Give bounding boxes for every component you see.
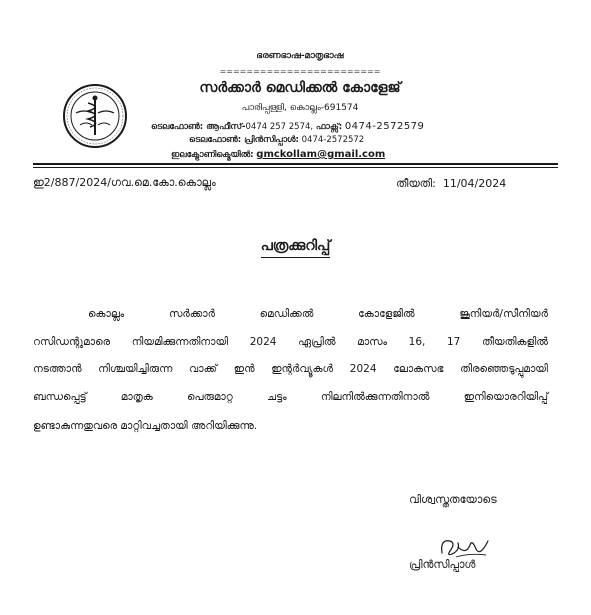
- body-word: 17: [446, 336, 461, 348]
- office-phone-number: 0474 257 2574,: [245, 122, 314, 132]
- body-word: നിശ്ചയിച്ചിരുന്ന: [98, 363, 173, 375]
- body-word: ജൂനിയർ/സീനിയർ: [459, 308, 548, 320]
- signatory-designation: പ്രിൻസിപ്പാൾ: [409, 558, 476, 571]
- body-word: പെരുമാറ്റ: [187, 391, 233, 403]
- body-word: നിലനിൽക്കുന്നതിനാൽ: [320, 391, 430, 403]
- body-word: മെഡിക്കൽ: [259, 308, 314, 320]
- principal-phone-line: [189, 135, 364, 145]
- letterhead-divider-thick: [33, 163, 558, 165]
- body-word: സർക്കാർ: [168, 308, 215, 320]
- fax-number: 0474-2572579: [344, 121, 425, 132]
- body-word: തീയതികളിൽ: [482, 336, 548, 348]
- press-release-title: [0, 238, 591, 254]
- body-word: മാതൃക: [120, 391, 153, 403]
- body-word: ലോകസഭ: [393, 363, 444, 375]
- body-word: 2024: [349, 363, 377, 375]
- principal-phone-label: ടെലഫോൺ: പ്രിൻസിപ്പാൾ:: [189, 135, 299, 145]
- institution-name: സർക്കാർ മെഡിക്കൽ കോളേജ്: [199, 80, 401, 96]
- body-word: ചട്ടം: [267, 391, 287, 403]
- institution-address: പാരിപ്പള്ളി, കൊല്ലം-691574: [241, 103, 359, 113]
- email-address: gmckollam@gmail.com: [256, 149, 386, 160]
- office-phone-line: [151, 121, 424, 132]
- body-word: ബന്ധപ്പെട്ട്: [33, 391, 87, 403]
- date-label: തീയതി:: [396, 177, 436, 190]
- tagline-underline: ========================: [219, 67, 381, 76]
- body-word: നടത്താൻ: [33, 363, 82, 375]
- body-word: കോളേജിൽ: [358, 308, 415, 320]
- body-word: കൊല്ലം: [88, 308, 125, 320]
- department-tagline: ഭരണഭാഷ-മാതൃഭാഷ: [256, 51, 344, 61]
- body-word: നിയമിക്കുന്നതിനായി: [131, 336, 229, 348]
- principal-phone-number: 0474-2572572: [301, 135, 365, 145]
- date-value: 11/04/2024: [442, 177, 507, 190]
- body-word: ഏപ്രിൽ: [298, 336, 336, 348]
- body-word: ഇനിയൊരറിയിപ്പ്: [463, 391, 548, 403]
- fax-label: ഫാക്സ്:: [315, 122, 343, 132]
- letter-date: [396, 177, 506, 191]
- body-word: ഇൻ: [233, 363, 255, 375]
- body-word: ഇന്റർവ്യൂകൾ: [271, 363, 334, 375]
- body-line-3: [33, 363, 548, 376]
- closing-salutation: വിശ്വസ്തതയോടെ: [409, 493, 497, 506]
- office-phone-label: ടെലഫോൺ: ആഫീസ്-: [151, 122, 246, 132]
- email-label: ഇലക്ട്രോണിക്മെയിൽ:: [171, 150, 254, 160]
- body-line-5: ഉണ്ടാകുന്നതുവരെ മാറ്റിവച്ചതായി അറിയിക്കുന്നു.: [33, 420, 258, 432]
- email-line: [171, 149, 385, 160]
- body-word: 16,: [408, 336, 426, 348]
- body-word: വാക്ക്: [189, 363, 218, 375]
- title-text: പത്രക്കുറിപ്പ്: [261, 238, 331, 258]
- body-word: മാസം: [357, 336, 387, 348]
- letterhead-divider-thin: [33, 167, 558, 168]
- college-seal-emblem: [62, 83, 128, 149]
- body-word: 2024: [249, 336, 277, 348]
- body-line-4: [33, 391, 548, 404]
- body-word: തിരഞ്ഞെടുപ്പുമായി: [460, 363, 548, 375]
- body-line-2: [33, 336, 548, 349]
- reference-number: ഇ2/887/2024/ഗവ.മെ.കോ.കൊല്ലം: [33, 176, 216, 189]
- body-word: റസിഡന്റുമാരെ: [33, 336, 111, 348]
- body-line-1: [88, 308, 548, 321]
